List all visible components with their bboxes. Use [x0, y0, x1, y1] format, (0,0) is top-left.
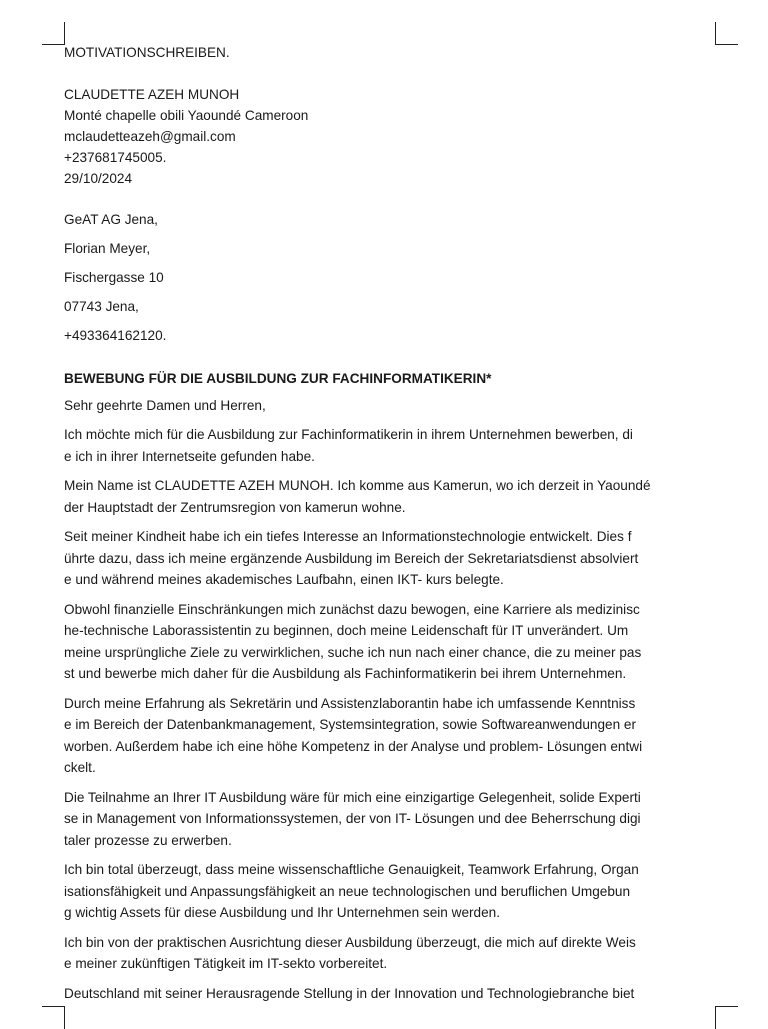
recipient-company: GeAT AG Jena, [64, 212, 158, 227]
sender-phone: +237681745005. [64, 150, 167, 165]
body-paragraph: Obwohl finanzielle Einschränkungen mich zunächst dazu bewogen, eine Karriere als medizinisc he-technische Laborassistentin zu beginnen, doch meine Leidenschaft für IT unverändert. Um meine ursprüngliche Ziele zu verwirklichen, suche ich nun nach einer chance, die zu meiner pas st und bewerbe mich daher für die Ausbildung als Fachinformatikerin bei ihrem Unternehmen. [64, 601, 642, 681]
recipient-contact: Florian Meyer, [64, 241, 151, 256]
letter-date: 29/10/2024 [64, 171, 133, 186]
crop-mark-top-left [42, 22, 65, 45]
body-paragraph: Ich bin von der praktischen Ausrichtung dieser Ausbildung überzeugt, die mich auf direkte Weis e meiner zukünftigen Tätigkeit im IT-sekto vorbereitet. [64, 934, 636, 971]
body-paragraph: Ich möchte mich für die Ausbildung zur Fachinformatikerin in ihrem Unternehmen bewerben, di e ich in ihrer Internetseite gefunden habe. [64, 427, 633, 464]
letter-body [64, 424, 716, 1004]
body-paragraph: Seit meiner Kindheit habe ich ein tiefes Interesse an Informationstechnologie entwickelt. Dies f ührte dazu, dass ich meine ergänzende Ausbildung im Bereich der Sekretariatsdienst absolviert e und während meines akademisches Laufbahn, einen IKT- kurs belegte. [64, 529, 639, 587]
sender-address: Monté chapelle obili Yaoundé Cameroon [64, 108, 309, 123]
sender-email: mclaudetteazeh@gmail.com [64, 129, 236, 144]
crop-mark-top-right [715, 22, 738, 45]
crop-mark-bottom-left [42, 1006, 65, 1029]
sender-block [64, 84, 716, 189]
body-paragraph: Ich bin total überzeugt, dass meine wissenschaftliche Genauigkeit, Teamwork Erfahrung, Organ isationsfähigkeit und Anpassungsfähigkeit an neue technologischen und beruflichen Umgebun g wichtig Assets für diese Ausbildung und Ihr Unternehmen sein werden. [64, 862, 639, 920]
recipient-city: 07743 Jena, [64, 299, 139, 314]
recipient-phone: +493364162120. [64, 328, 167, 343]
recipient-street: Fischergasse 10 [64, 270, 164, 285]
document-title: MOTIVATIONSCHREIBEN. [64, 45, 230, 60]
body-paragraph: Durch meine Erfahrung als Sekretärin und Assistenzlaborantin habe ich umfassende Kenntniss e im Bereich der Datenbankmanagement, Systemsintegration, sowie Softwareanwendungen er worben. Außerdem habe ich eine höhe Kompetenz in der Analyse und problem- Lösungen entwi ckelt. [64, 695, 643, 775]
salutation: Sehr geehrte Damen und Herren, [64, 398, 266, 413]
body-paragraph: Deutschland mit seiner Herausragende Stellung in der Innovation und Technologiebranche biet [64, 985, 635, 1001]
body-paragraph: Mein Name ist CLAUDETTE AZEH MUNOH. Ich komme aus Kamerun, wo ich derzeit in Yaoundé der Hauptstadt der Zentrumsregion von kamerun wohne. [64, 478, 651, 515]
letter-page [64, 42, 716, 1012]
recipient-block [64, 209, 716, 346]
letter-subject: BEWEBUNG FÜR DIE AUSBILDUNG ZUR FACHINFORMATIKERIN* [64, 371, 492, 386]
sender-name: CLAUDETTE AZEH MUNOH [64, 87, 240, 102]
body-paragraph: Die Teilnahme an Ihrer IT Ausbildung wäre für mich eine einzigartige Gelegenheit, solide Experti se in Management von Informationssystemen, der von IT- Lösungen und dee Beherrschung digi taler prozesse zu erwerben. [64, 789, 641, 848]
crop-mark-bottom-right [715, 1006, 738, 1029]
